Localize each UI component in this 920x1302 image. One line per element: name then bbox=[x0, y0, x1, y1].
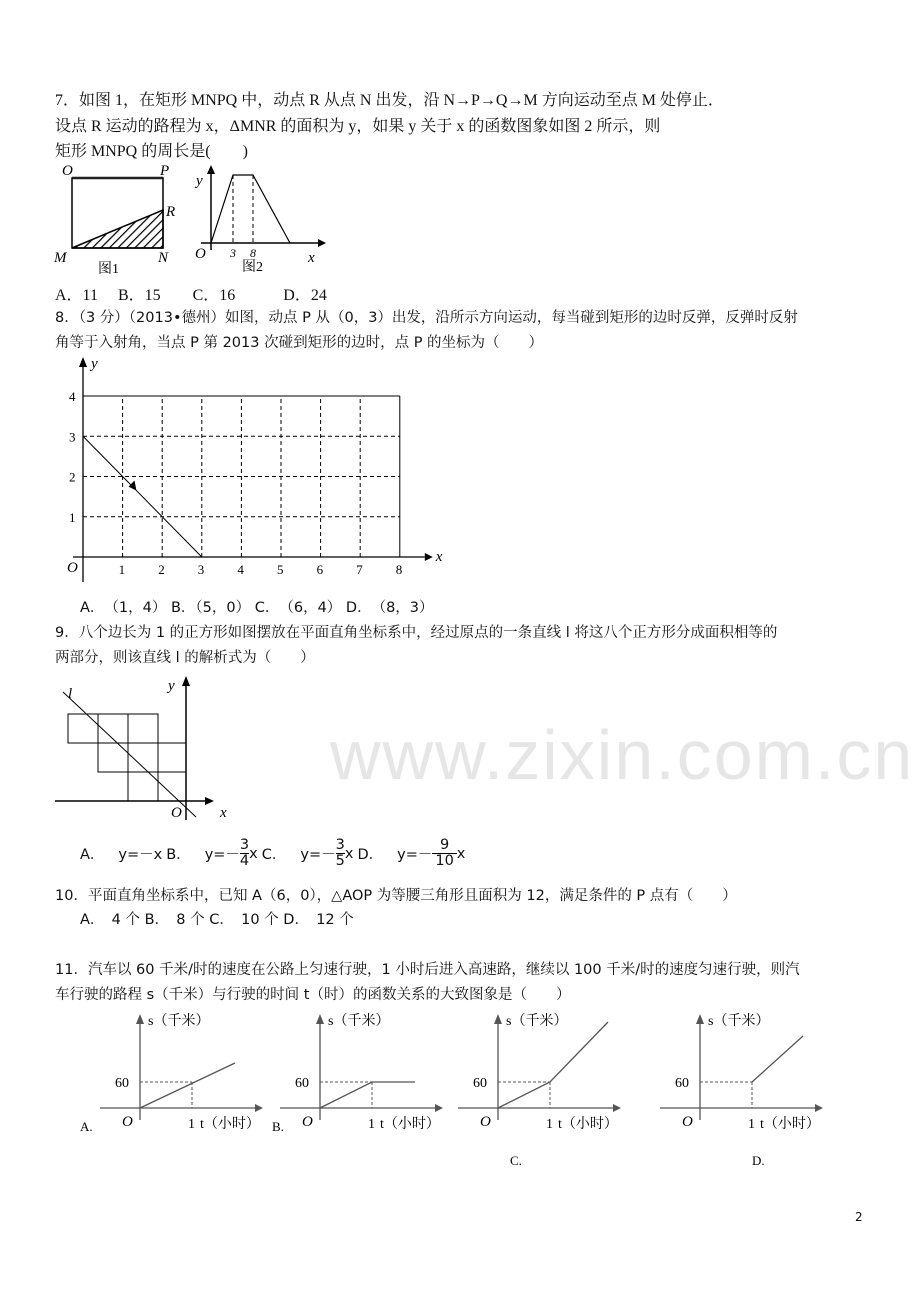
watermark: www.zixin.com.cn bbox=[330, 716, 915, 794]
origin-label: O bbox=[302, 1114, 313, 1130]
q8-line-2: 角等于入射角，当点 P 第 2013 次碰到矩形的边时，点 P 的坐标为（ ） bbox=[55, 335, 544, 351]
x-tick-label: 7 bbox=[356, 562, 363, 577]
x-tick-label: 1 bbox=[118, 562, 126, 577]
numerator: 9 bbox=[439, 837, 450, 853]
y-axis-arrow bbox=[136, 1014, 144, 1024]
figure-caption: 图2 bbox=[242, 260, 263, 275]
y-axis-label: s（千米） bbox=[506, 1014, 568, 1029]
graph-line bbox=[752, 1036, 803, 1082]
q9-line-2: 两部分，则该直线 l 的解析式为（ ） bbox=[55, 650, 315, 666]
q7-line-1: 7．如图 1，在矩形 MNPQ 中，动点 R 从点 N 出发，沿 N→P→Q→M 方向运动至点 M 处停止． bbox=[55, 92, 724, 109]
origin-label: O bbox=[480, 1114, 491, 1130]
q8-line-1: 8．（3 分）（2013•德州）如图，动点 P 从（0，3）出发，沿所示方向运动，每当碰到矩形的边时反弹，反弹时反射 bbox=[55, 310, 798, 326]
q9-line-1: 9．八个边长为 1 的正方形如图摆放在平面直角坐标系中，经过原点的一条直线 l 将这八个正方形分成面积相等的 bbox=[55, 625, 778, 641]
x-axis-label: t（小时） bbox=[200, 1117, 260, 1132]
graph-line bbox=[320, 1082, 415, 1108]
x-axis-arrow bbox=[255, 1104, 263, 1112]
denominator: 10 bbox=[432, 853, 456, 869]
graph-line bbox=[140, 1063, 235, 1108]
label-m: M bbox=[54, 250, 67, 266]
label-1: 1 bbox=[546, 1117, 553, 1132]
y-tick-label: 1 bbox=[69, 509, 76, 525]
page-number: 2 bbox=[855, 1210, 863, 1224]
q7-line-3: 矩形 MNPQ 的周长是( ) bbox=[55, 143, 248, 160]
y-axis-label: y bbox=[196, 173, 203, 189]
y-axis-label: s（千米） bbox=[328, 1014, 390, 1029]
option-letter: D. bbox=[752, 1153, 765, 1168]
label-n: N bbox=[158, 250, 169, 266]
y-axis-label: s（千米） bbox=[148, 1014, 210, 1029]
x-axis-label: t（小时） bbox=[760, 1117, 820, 1132]
x-axis-arrow bbox=[613, 1104, 621, 1112]
option-letter: C． bbox=[261, 847, 287, 864]
y-tick-label: 4 bbox=[69, 389, 76, 404]
origin-label: O bbox=[67, 560, 78, 576]
label-r: R bbox=[166, 204, 176, 220]
y-axis-arrow bbox=[316, 1014, 324, 1024]
y-axis-label: y bbox=[91, 356, 98, 372]
q11-line-1: 11．汽车以 60 千米/时的速度在公路上匀速行驶，1 小时后进入高速路，继续以 100 千米/时的速度匀速行驶，则汽 bbox=[55, 962, 800, 978]
line-l-label: l bbox=[68, 686, 73, 702]
q7-options: A．11 B．15 C．16 D．24 bbox=[55, 287, 327, 304]
figure-caption: 图1 bbox=[98, 262, 119, 277]
x-tick-label: 4 bbox=[237, 562, 244, 577]
y-axis-label: s（千米） bbox=[708, 1014, 770, 1029]
q8-options: A． （1，4） B．（5，0） C． （6，4） D． （8，3） bbox=[80, 600, 434, 616]
x-tick-label: 2 bbox=[158, 562, 165, 577]
y-axis-arrow bbox=[696, 1014, 704, 1024]
option-prefix: y=－ bbox=[300, 847, 336, 864]
denominator: 4 bbox=[239, 853, 250, 870]
graph-line bbox=[498, 1022, 608, 1108]
x-axis-arrow bbox=[815, 1104, 823, 1112]
label-1: 1 bbox=[368, 1117, 375, 1132]
option-suffix: x bbox=[456, 845, 466, 862]
option-prefix: y=－ bbox=[397, 847, 433, 864]
y-axis-arrow bbox=[494, 1014, 502, 1024]
x-axis-label: x bbox=[435, 549, 443, 565]
x-tick-label: 3 bbox=[197, 562, 205, 577]
option-prefix: y=－ bbox=[204, 847, 240, 864]
q10-options: A． 4 个 B． 8 个 C． 10 个 D． 12 个 bbox=[80, 912, 354, 928]
option-suffix: x bbox=[249, 845, 258, 862]
q11-line-2: 车行驶的路程 s（千米）与行驶的时间 t（时）的函数关系的大致图象是（ ） bbox=[55, 987, 571, 1003]
origin-label: O bbox=[171, 805, 182, 821]
tick-8: 8 bbox=[250, 246, 256, 260]
option-letter: D． bbox=[357, 847, 384, 864]
y-tick-label: 2 bbox=[69, 469, 76, 485]
option-letter: B． bbox=[166, 847, 191, 864]
label-60: 60 bbox=[295, 1076, 309, 1091]
option-letter: A. bbox=[80, 1119, 93, 1134]
x-tick-label: 8 bbox=[395, 562, 403, 577]
label-q: O bbox=[62, 163, 73, 179]
q10-line: 10．平面直角坐标系中，已知 A（6，0），△AOP 为等腰三角形且面积为 12，满足条件的 P 点有（ ） bbox=[55, 888, 737, 904]
x-tick-label: 6 bbox=[316, 562, 324, 577]
option-suffix: x bbox=[344, 845, 354, 862]
x-tick-label: 5 bbox=[277, 562, 284, 577]
numerator: 3 bbox=[335, 837, 345, 853]
x-axis-label: x bbox=[308, 250, 315, 266]
option-letter: A． bbox=[80, 847, 105, 864]
label-60: 60 bbox=[473, 1076, 487, 1091]
origin-label: O bbox=[195, 246, 206, 262]
origin-label: O bbox=[122, 1114, 133, 1130]
y-tick-label: 3 bbox=[69, 429, 76, 445]
option-letter: B. bbox=[272, 1119, 284, 1134]
label-p: P bbox=[160, 163, 170, 179]
x-axis-label: t（小时） bbox=[558, 1117, 618, 1132]
denominator: 5 bbox=[335, 853, 345, 870]
label-60: 60 bbox=[675, 1076, 689, 1091]
x-axis-label: t（小时） bbox=[380, 1117, 440, 1132]
x-axis-label: x bbox=[220, 805, 227, 821]
option-expr: y=－x bbox=[118, 847, 163, 864]
x-axis-arrow bbox=[435, 1104, 443, 1112]
origin-label: O bbox=[682, 1114, 693, 1130]
label-1: 1 bbox=[748, 1117, 755, 1132]
label-1: 1 bbox=[188, 1117, 195, 1132]
option-letter: C. bbox=[510, 1153, 522, 1168]
numerator: 3 bbox=[239, 837, 250, 853]
label-60: 60 bbox=[115, 1076, 129, 1091]
tick-3: 3 bbox=[230, 246, 236, 260]
q7-line-2: 设点 R 运动的路程为 x，ΔMNR 的面积为 y，如果 y 关于 x 的函数图象如图 2 所示，则 bbox=[55, 118, 661, 135]
y-axis-label: y bbox=[168, 678, 175, 694]
